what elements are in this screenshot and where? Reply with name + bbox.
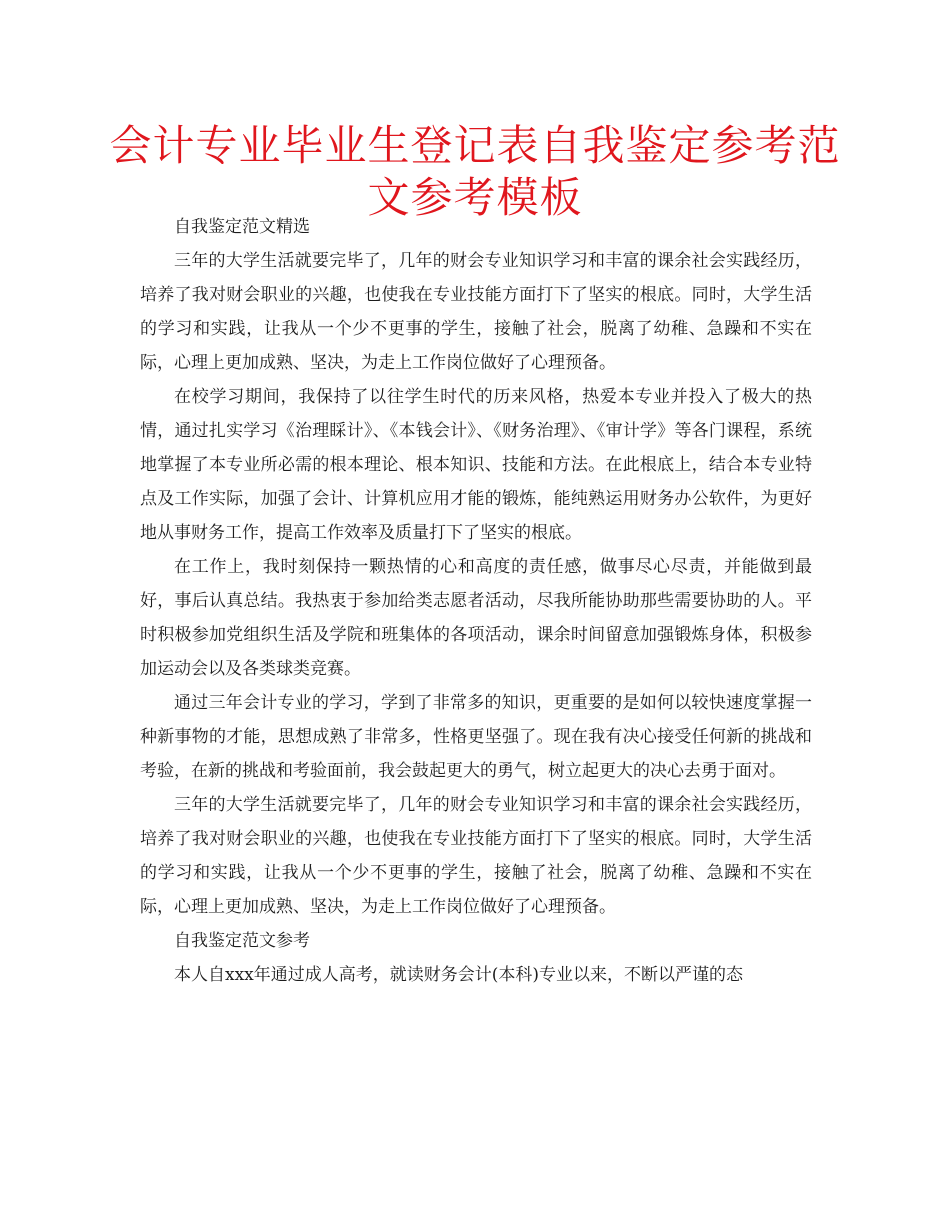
body-paragraph: 在工作上，我时刻保持一颗热情的心和高度的责任感，做事尽心尽责，并能做到最好，事后认真总结。我热衷于参加给类志愿者活动，尽我所能协助那些需要协助的人。平时积极参加党组织生活及学院和班集体的各项活动，课余时间留意加强锻炼身体，积极参加运动会以及各类球类竞赛。 [140,557,812,679]
section-heading: 自我鉴定范文参考 [174,931,310,951]
body-paragraph: 三年的大学生活就要完毕了，几年的财会专业知识学习和丰富的课余社会实践经历，培养了我对财会职业的兴趣，也使我在专业技能方面打下了坚实的根底。同时，大学生活的学习和实践，让我从一个少不更事的学生，接触了社会，脱离了幼稚、急躁和不实在际，心理上更加成熟、坚决，为走上工作岗位做好了心理预备。 [140,795,812,917]
body-paragraph: 本人自xxx年通过成人高考，就读财务会计(本科)专业以来，不断以严谨的态 [174,965,744,985]
body-paragraph: 通过三年会计专业的学习，学到了非常多的知识，更重要的是如何以较快速度掌握一种新事物的才能，思想成熟了非常多，性格更坚强了。现在我有决心接受任何新的挑战和考验，在新的挑战和考验面前，我会鼓起更大的勇气，树立起更大的决心去勇于面对。 [140,693,812,781]
section-heading: 自我鉴定范文精选 [174,217,310,237]
body-paragraph: 在校学习期间，我保持了以往学生时代的历来风格，热爱本专业并投入了极大的热情，通过扎实学习《治理睬计》、《本钱会计》、《财务治理》、《审计学》等各门课程，系统地掌握了本专业所必需的根本理论、根本知识、技能和方法。在此根底上，结合本专业特点及工作实际，加强了会计、计算机应用才能的锻炼，能纯熟运用财务办公软件，为更好地从事财务工作，提高工作效率及质量打下了坚实的根底。 [140,387,812,543]
document-title: 会计专业毕业生登记表自我鉴定参考范文参考模板 [109,121,841,222]
document-body [140,210,812,992]
body-paragraph: 三年的大学生活就要完毕了，几年的财会专业知识学习和丰富的课余社会实践经历，培养了我对财会职业的兴趣，也使我在专业技能方面打下了坚实的根底。同时，大学生活的学习和实践，让我从一个少不更事的学生，接触了社会，脱离了幼稚、急躁和不实在际，心理上更加成熟、坚决，为走上工作岗位做好了心理预备。 [140,251,812,373]
